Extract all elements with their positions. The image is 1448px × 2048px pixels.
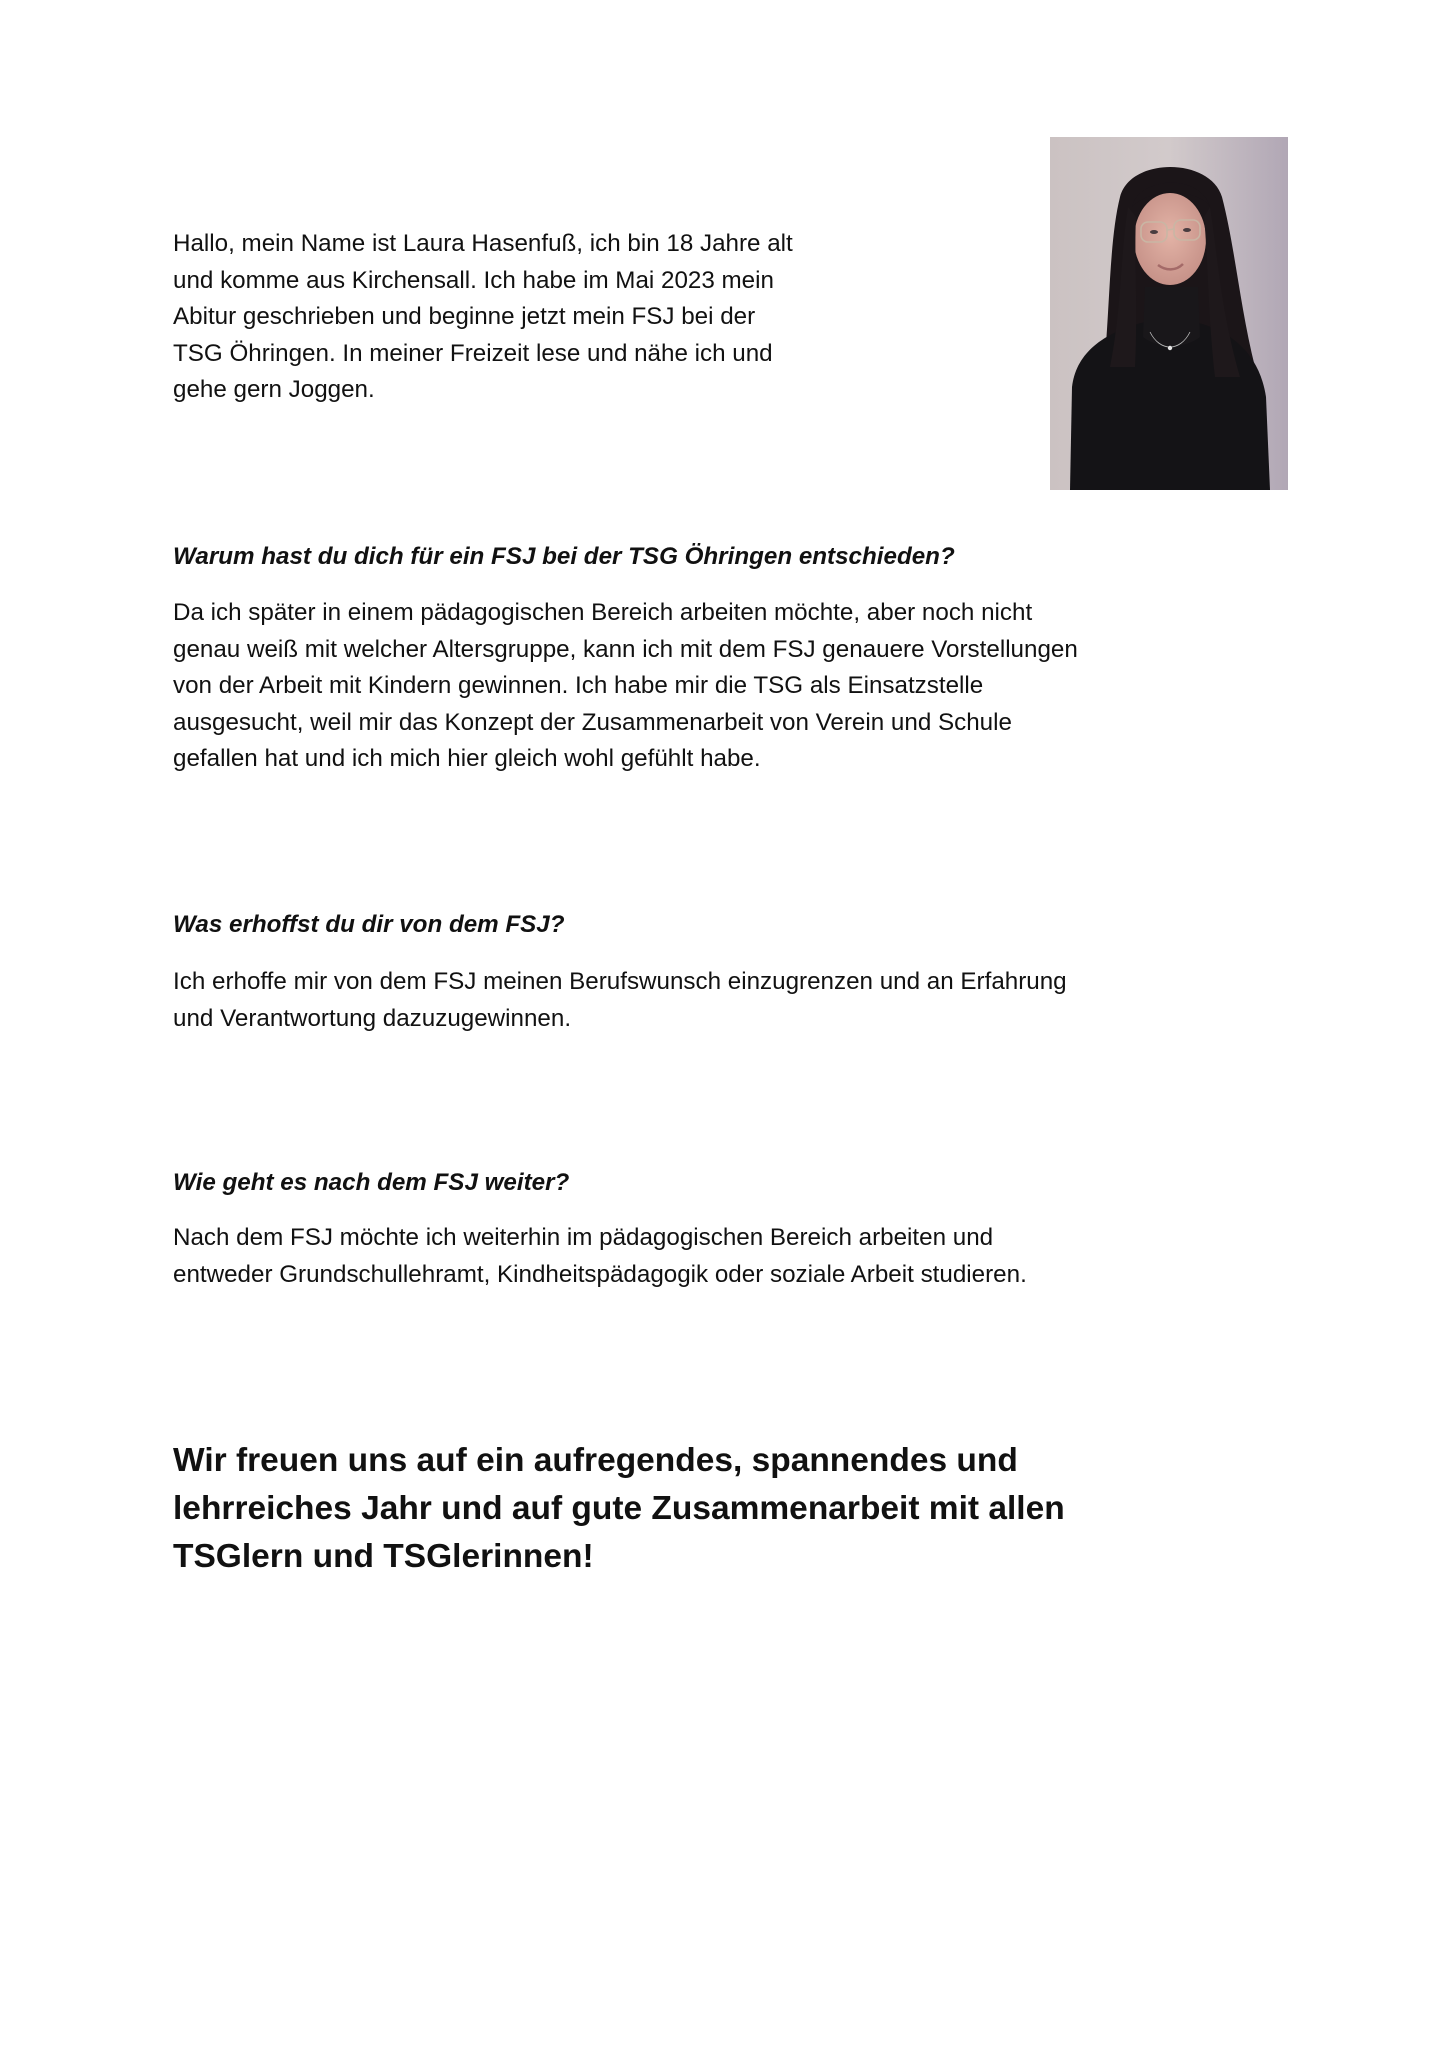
answer-paragraph — [173, 595, 1078, 778]
answer-line: gefallen hat und ich mich hier gleich wohl gefühlt habe. — [173, 745, 761, 773]
question-heading: Was erhoffst du dir von dem FSJ? — [173, 911, 565, 938]
question-heading: Warum hast du dich für ein FSJ bei der TSG Öhringen entschieden? — [173, 543, 955, 570]
answer-line: entweder Grundschullehramt, Kindheitspädagogik oder soziale Arbeit studieren. — [173, 1260, 1027, 1288]
closing-line: lehrreiches Jahr und auf gute Zusammenarbeit mit allen — [173, 1490, 1065, 1527]
question-heading: Wie geht es nach dem FSJ weiter? — [173, 1169, 570, 1196]
closing-line: Wir freuen uns auf ein aufregendes, spannendes und — [173, 1442, 1018, 1479]
answer-line: genau weiß mit welcher Altersgruppe, kann ich mit dem FSJ genauere Vorstellungen — [173, 635, 1078, 663]
intro-line: TSG Öhringen. In meiner Freizeit lese und nähe ich und — [173, 339, 773, 367]
intro-line: Hallo, mein Name ist Laura Hasenfuß, ich bin 18 Jahre alt — [173, 230, 793, 257]
answer-line: Nach dem FSJ möchte ich weiterhin im pädagogischen Bereich arbeiten und — [173, 1224, 994, 1251]
answer-line: Ich erhoffe mir von dem FSJ meinen Berufswunsch einzugrenzen und an Erfahrung — [173, 968, 1067, 995]
answer-line: Da ich später in einem pädagogischen Bereich arbeiten möchte, aber noch nicht — [173, 599, 1033, 626]
answer-line: ausgesucht, weil mir das Konzept der Zusammenarbeit von Verein und Schule — [173, 708, 1012, 736]
intro-line: Abitur geschrieben und beginne jetzt mein FSJ bei der — [173, 303, 756, 331]
intro-paragraph — [173, 226, 793, 409]
answer-line: von der Arbeit mit Kindern gewinnen. Ich habe mir die TSG als Einsatzstelle — [173, 672, 984, 700]
answer-paragraph — [173, 964, 1067, 1037]
closing-line: TSGlern und TSGlerinnen! — [173, 1538, 594, 1575]
intro-line: und komme aus Kirchensall. Ich habe im Mai 2023 mein — [173, 266, 774, 294]
portrait-photo-icon — [1050, 137, 1288, 490]
portrait-photo — [1050, 137, 1288, 490]
intro-line: gehe gern Joggen. — [173, 376, 375, 404]
closing-statement — [173, 1437, 1065, 1581]
answer-paragraph — [173, 1220, 1027, 1293]
answer-line: und Verantwortung dazuzugewinnen. — [173, 1004, 572, 1032]
